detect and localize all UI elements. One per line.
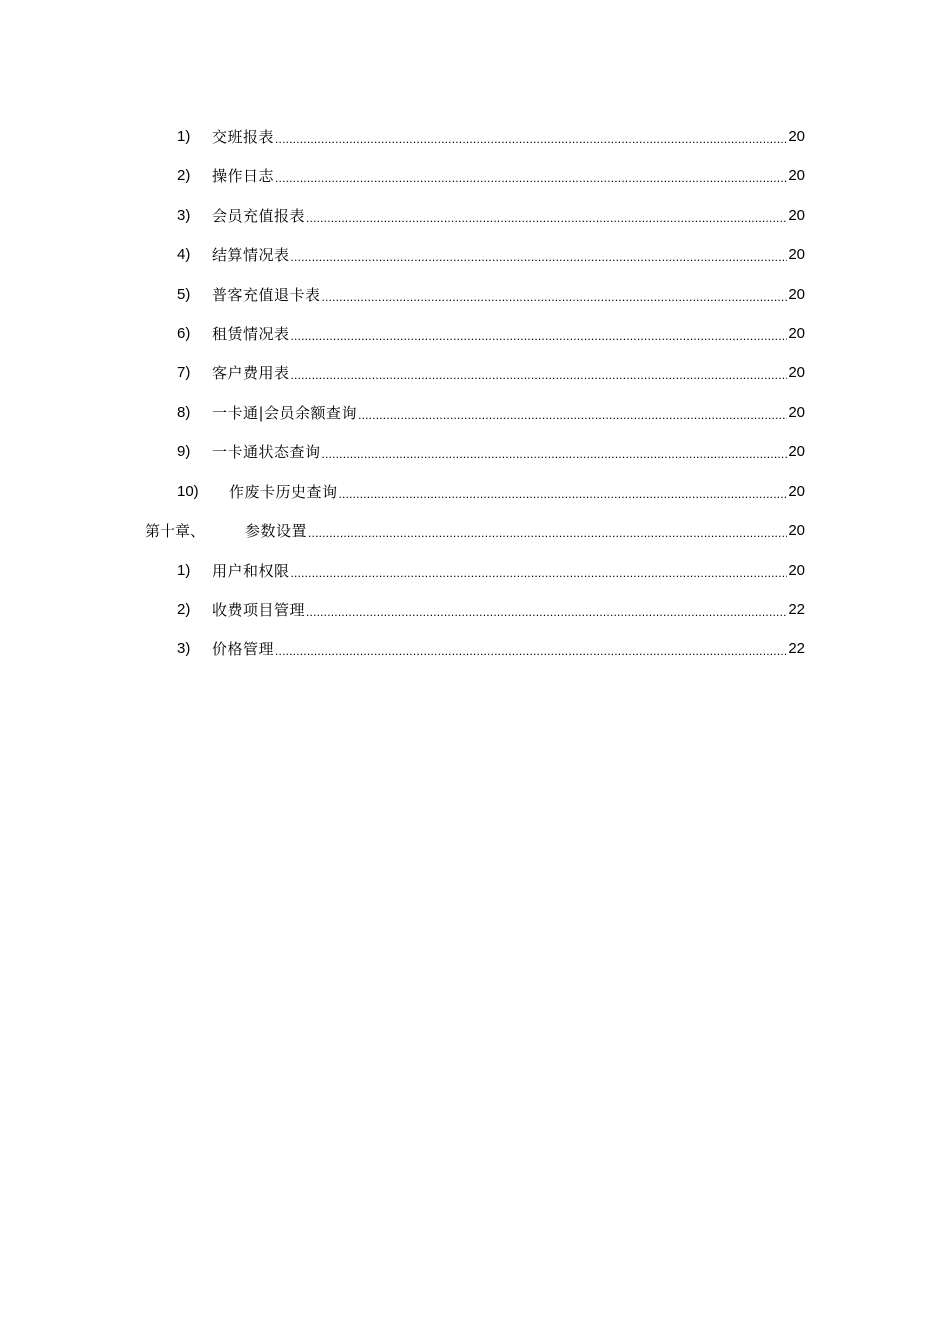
toc-entry-number: 3) [177, 640, 191, 657]
toc-entry-page: 20 [788, 286, 805, 303]
toc-entry-number: 5) [177, 286, 191, 303]
toc-entry-page: 20 [788, 325, 805, 342]
toc-entry-number: 8) [177, 404, 191, 421]
toc-entry[interactable] [177, 323, 805, 345]
toc-entry-number: 10) [177, 483, 199, 500]
toc-entry-page: 20 [788, 167, 805, 184]
toc-entry-title: 价格管理 [212, 640, 275, 658]
toc-entry[interactable] [177, 638, 805, 660]
toc-dot-leader [339, 481, 788, 503]
toc-dot-leader [322, 441, 788, 463]
toc-entry-title: 交班报表 [212, 128, 275, 146]
toc-entry-number: 6) [177, 325, 191, 342]
toc-dot-leader [291, 244, 788, 266]
toc-entry-number: 2) [177, 601, 191, 618]
toc-entry[interactable] [177, 165, 805, 187]
toc-dot-leader [306, 205, 787, 227]
toc-entry-number: 3) [177, 207, 191, 224]
toc-dot-leader [322, 284, 788, 306]
toc-entry-number: 1) [177, 562, 191, 579]
toc-entry-number: 7) [177, 364, 191, 381]
toc-entry-page: 22 [788, 601, 805, 618]
toc-entry-page: 20 [788, 404, 805, 421]
toc-entry-title: 会员充值报表 [212, 207, 306, 225]
toc-entry[interactable] [177, 441, 805, 463]
toc-entry-title: 作废卡历史查询 [229, 483, 338, 501]
toc-entry-title: 一卡通|会员余额查询 [212, 404, 358, 422]
toc-entry[interactable] [177, 244, 805, 266]
toc-entry-page: 20 [788, 562, 805, 579]
toc-entry-title: 客户费用表 [212, 364, 290, 382]
toc-chapter-entry[interactable] [145, 520, 805, 542]
toc-entry-number: 2) [177, 167, 191, 184]
toc-entry-page: 22 [788, 640, 805, 657]
toc-entry[interactable] [177, 599, 805, 621]
toc-dot-leader [275, 638, 787, 660]
toc-entry-title: 一卡通状态查询 [212, 443, 321, 461]
toc-entry-page: 20 [788, 364, 805, 381]
toc-entry[interactable] [177, 560, 805, 582]
toc-entry-title: 用户和权限 [212, 562, 290, 580]
toc-entry-title: 结算情况表 [212, 246, 290, 264]
toc-dot-leader [291, 560, 788, 582]
toc-dot-leader [358, 402, 787, 424]
toc-entry-page: 20 [788, 443, 805, 460]
toc-chapter-number: 第十章、 [145, 522, 206, 540]
toc-dot-leader [275, 165, 787, 187]
toc-entry-title: 操作日志 [212, 167, 275, 185]
toc-dot-leader [275, 126, 787, 148]
toc-chapter-title: 参数设置 [245, 522, 308, 540]
toc-entry-page: 20 [788, 128, 805, 145]
toc-dot-leader [291, 362, 788, 384]
toc-entry[interactable] [177, 205, 805, 227]
toc-entry[interactable] [177, 481, 805, 503]
toc-entry[interactable] [177, 126, 805, 148]
toc-entry-page: 20 [788, 483, 805, 500]
toc-entry-number: 1) [177, 128, 191, 145]
toc-entry-title: 普客充值退卡表 [212, 286, 321, 304]
toc-entry-page: 20 [788, 522, 805, 539]
toc-entry-title: 收费项目管理 [212, 601, 306, 619]
toc-entry-number: 9) [177, 443, 191, 460]
toc-dot-leader [291, 323, 788, 345]
toc-entry-page: 20 [788, 246, 805, 263]
toc-entry[interactable] [177, 284, 805, 306]
toc-dot-leader [308, 520, 787, 542]
toc-entry[interactable] [177, 362, 805, 384]
toc-entry-page: 20 [788, 207, 805, 224]
toc-dot-leader [306, 599, 787, 621]
toc-entry-number: 4) [177, 246, 191, 263]
toc-entry[interactable] [177, 402, 805, 424]
toc-entry-title: 租赁情况表 [212, 325, 290, 343]
